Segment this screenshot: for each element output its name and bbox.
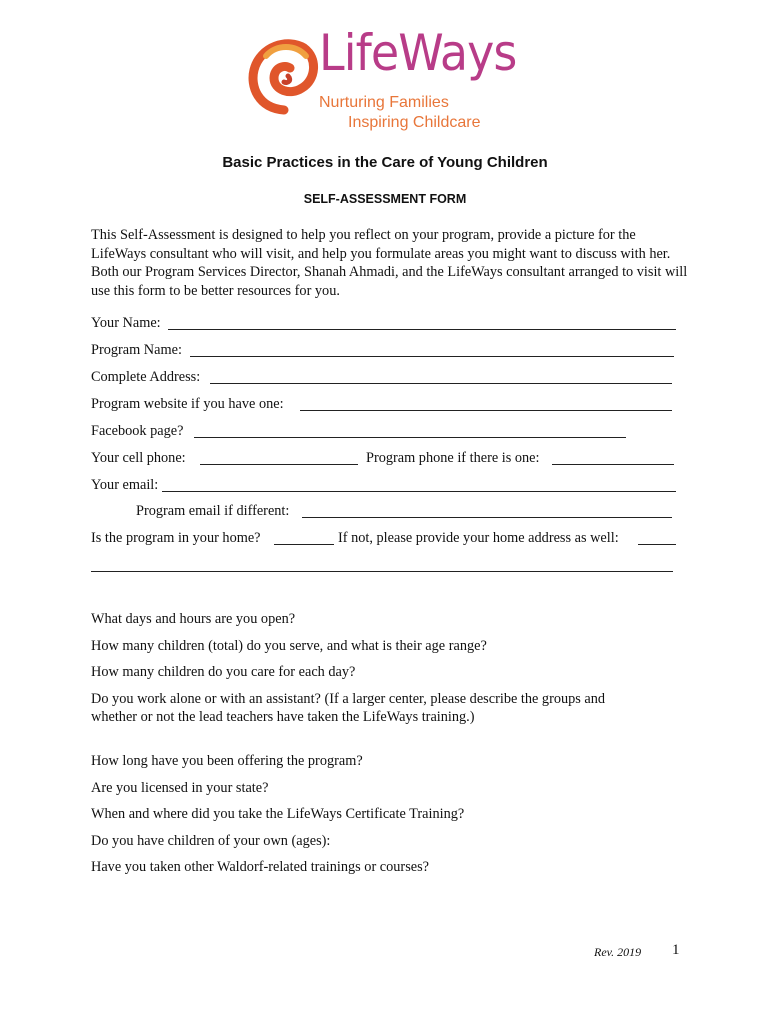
home-address-label: If not, please provide your home address as well:	[338, 530, 619, 546]
question-hours: What days and hours are you open?	[91, 611, 296, 627]
form-subtitle: SELF-ASSESSMENT FORM	[303, 192, 467, 206]
home-address-field[interactable]	[638, 544, 676, 545]
program-email-field[interactable]	[302, 517, 672, 518]
facebook-field[interactable]	[194, 437, 626, 438]
tagline-1: Nurturing Families	[319, 94, 449, 111]
program-name-label: Program Name:	[91, 342, 182, 358]
document-title: Basic Practices in the Care of Young Children	[222, 154, 548, 171]
in-home-label: Is the program in your home?	[91, 530, 261, 546]
page-number: 1	[672, 942, 680, 958]
program-phone-label: Program phone if there is one:	[366, 450, 540, 466]
brand-name: LifeWays	[319, 24, 517, 82]
swirl-logo-icon	[248, 34, 320, 116]
question-own-children: Do you have children of your own (ages):	[91, 833, 331, 849]
your-name-field[interactable]	[168, 329, 676, 330]
address-field[interactable]	[210, 383, 672, 384]
question-daily-children: How many children do you care for each day?	[91, 664, 356, 680]
revision-label: Rev. 2019	[594, 945, 642, 959]
question-licensed: Are you licensed in your state?	[91, 780, 269, 796]
question-waldorf-trainings: Have you taken other Waldorf-related trainings or courses?	[91, 859, 430, 875]
cell-phone-field[interactable]	[200, 464, 358, 465]
program-phone-field[interactable]	[552, 464, 674, 465]
question-certificate-training: When and where did you take the LifeWays Certificate Training?	[91, 806, 465, 822]
website-field[interactable]	[300, 410, 672, 411]
facebook-label: Facebook page?	[91, 423, 184, 439]
lifeways-logo	[244, 24, 517, 138]
question-total-children: How many children (total) do you serve, and what is their age range?	[91, 638, 487, 654]
in-home-field[interactable]	[274, 544, 334, 545]
home-address-field-continued[interactable]	[91, 571, 673, 572]
email-label: Your email:	[91, 477, 159, 493]
your-name-label: Your Name:	[91, 315, 161, 331]
website-label: Program website if you have one:	[91, 396, 284, 412]
question-assistant: Do you work alone or with an assistant? (If a larger center, please describe the groups and whether or not the lead teachers have taken the LifeWays training.)	[91, 691, 606, 725]
program-name-field[interactable]	[190, 356, 674, 357]
cell-phone-label: Your cell phone:	[91, 450, 186, 466]
program-email-label: Program email if different:	[136, 503, 290, 519]
tagline-2: Inspiring Childcare	[348, 114, 481, 131]
address-label: Complete Address:	[91, 369, 201, 385]
intro-paragraph: This Self-Assessment is designed to help you reflect on your program, provide a picture for the LifeWays consultant who will visit, and help you formulate areas you might want to discuss with her. Both our Program Services Director, Shanah Ahmadi, and the LifeWays consultant arranged to visit will use this form to be better resources for you.	[91, 227, 688, 299]
email-field[interactable]	[162, 491, 676, 492]
question-program-duration: How long have you been offering the program?	[91, 753, 363, 769]
